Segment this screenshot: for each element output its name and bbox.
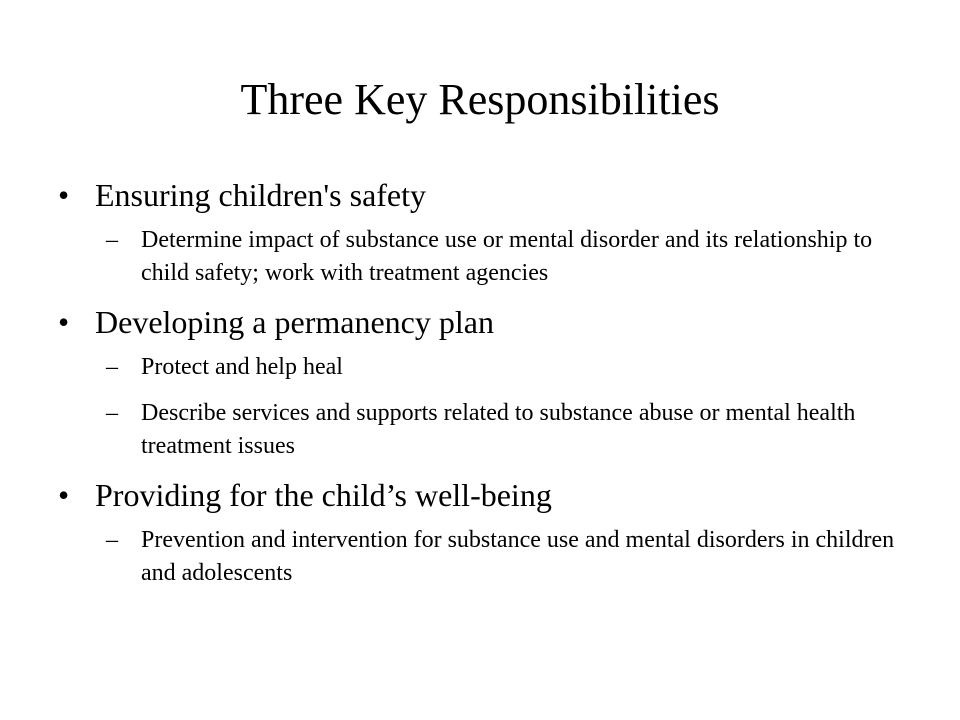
bullet-marker: • xyxy=(58,177,70,213)
sub-bullet-item xyxy=(106,397,918,463)
sub-bullet-item xyxy=(106,224,918,290)
dash-marker: – xyxy=(106,227,118,253)
bullet-marker: • xyxy=(58,304,70,340)
bullet-item xyxy=(58,303,918,341)
section-permanency xyxy=(58,303,918,463)
sub-bullet-text: Prevention and intervention for substance use and mental disorders in children and adolescents xyxy=(141,527,895,586)
slide-title: Three Key Responsibilities xyxy=(240,75,720,124)
slide-content xyxy=(58,176,918,603)
dash-marker: – xyxy=(106,400,118,426)
sub-bullet-item xyxy=(106,351,918,384)
section-well-being xyxy=(58,476,918,590)
dash-marker: – xyxy=(106,354,118,380)
sub-bullet-text: Describe services and supports related to substance abuse or mental health treatment issues xyxy=(141,400,856,459)
sub-bullet-text: Protect and help heal xyxy=(141,354,343,380)
bullet-text: Developing a permanency plan xyxy=(95,304,494,340)
bullet-text: Providing for the child’s well-being xyxy=(95,477,552,513)
sub-bullet-item xyxy=(106,524,918,590)
section-safety xyxy=(58,176,918,290)
bullet-marker: • xyxy=(58,477,70,513)
dash-marker: – xyxy=(106,527,118,553)
bullet-text: Ensuring children's safety xyxy=(95,177,427,213)
bullet-item xyxy=(58,476,918,514)
sub-bullet-text: Determine impact of substance use or mental disorder and its relationship to child safety; work with treatment agencies xyxy=(141,227,873,286)
bullet-item xyxy=(58,176,918,214)
